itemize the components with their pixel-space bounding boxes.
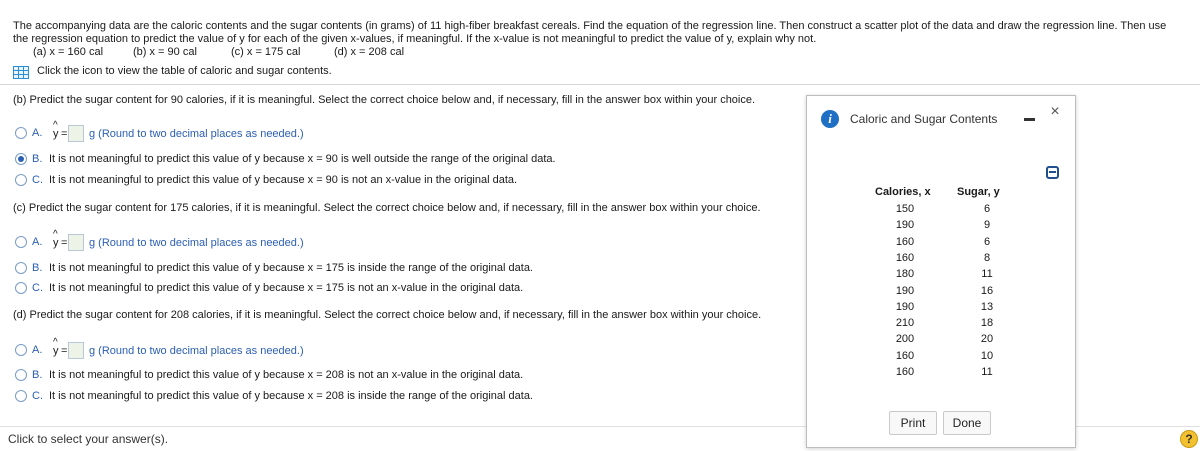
radio-button-selected[interactable] <box>15 153 27 165</box>
sugar-cell: 6 <box>983 235 991 248</box>
y-hat-symbol: ^ y = <box>53 120 68 140</box>
part-a-value: (a) x = 160 cal <box>33 46 104 58</box>
radio-button[interactable] <box>15 236 27 248</box>
choice-letter: C. <box>32 174 43 186</box>
radio-button[interactable] <box>15 369 27 381</box>
calories-cell: 190 <box>895 300 915 313</box>
radio-button[interactable] <box>15 344 27 356</box>
sugar-cell: 16 <box>980 284 994 297</box>
choice-letter: B. <box>32 262 43 274</box>
y-hat-symbol: ^ y = <box>53 337 68 357</box>
answer-input[interactable] <box>68 342 84 359</box>
table-link-text: Click the icon to view the table of caloric and sugar contents. <box>37 65 332 77</box>
sugar-cell: 11 <box>981 268 993 281</box>
choice-letter: C. <box>32 282 43 294</box>
print-button[interactable]: Print <box>889 411 937 435</box>
data-table-dialog <box>806 95 1076 448</box>
calories-cell: 160 <box>895 235 915 248</box>
answer-hint: g (Round to two decimal places as needed.) <box>89 237 304 249</box>
answer-hint: g (Round to two decimal places as needed.) <box>89 128 304 140</box>
radio-button[interactable] <box>15 127 27 139</box>
answer-hint: g (Round to two decimal places as needed.) <box>89 345 304 357</box>
choice-text: It is not meaningful to predict this value of y because x = 208 is not an x-value in the original data. <box>49 369 524 381</box>
question-c-prompt: (c) Predict the sugar content for 175 calories, if it is meaningful. Select the correct choice below and, if necessary, fill in the answer box within your choice. <box>13 202 761 214</box>
close-icon[interactable]: × <box>1050 103 1060 120</box>
calories-cell: 160 <box>895 366 915 378</box>
question-d-prompt: (d) Predict the sugar content for 208 calories, if it is meaningful. Select the correct choice below and, if necessary, fill in the answer box within your choice. <box>13 309 762 321</box>
calories-cell: 160 <box>895 349 915 362</box>
calories-cell: 150 <box>895 203 915 215</box>
sugar-cell: 10 <box>980 349 994 362</box>
calories-cell: 160 <box>895 251 915 264</box>
part-b-value: (b) x = 90 cal <box>133 46 197 58</box>
radio-button[interactable] <box>15 262 27 274</box>
choice-text: It is not meaningful to predict this value of y because x = 90 is well outside the range of the original data. <box>49 153 556 165</box>
part-d-value: (d) x = 208 cal <box>334 46 405 58</box>
table-grid-icon[interactable] <box>13 66 29 79</box>
sugar-cell: 8 <box>983 251 991 264</box>
column-header-calories: Calories, x <box>875 186 931 198</box>
y-hat-symbol: ^ y = <box>53 229 68 249</box>
radio-button[interactable] <box>15 174 27 186</box>
divider <box>0 84 1200 85</box>
calories-cell: 180 <box>895 268 915 281</box>
calories-cell: 210 <box>895 317 915 330</box>
sugar-cell: 11 <box>981 366 993 378</box>
question-b-prompt: (b) Predict the sugar content for 90 calories, if it is meaningful. Select the correct choice below and, if necessary, fill in the answer box within your choice. <box>13 94 756 106</box>
answer-input[interactable] <box>68 234 84 251</box>
calories-cell: 190 <box>895 284 915 297</box>
sugar-cell: 18 <box>980 317 994 330</box>
sugar-cell: 13 <box>980 300 994 313</box>
problem-statement: The accompanying data are the caloric contents and the sugar contents (in grams) of 11 high-fiber breakfast cereals. Find the equation of the regression line. Then construct a scatter plot of the data and draw the regression line. Then use the regression equation to predict the value of y for each of the given x-values, if meaningful. If the x-value is not meaningful to predict the value of y, explain why not. <box>13 20 1167 45</box>
choice-letter: B. <box>32 153 43 165</box>
sugar-cell: 9 <box>983 219 991 232</box>
column-header-sugar: Sugar, y <box>957 186 1000 198</box>
choice-letter: B. <box>32 369 43 381</box>
choice-text: It is not meaningful to predict this value of y because x = 90 is not an x-value in the original data. <box>49 174 518 186</box>
info-icon: i <box>821 110 839 128</box>
help-icon[interactable]: ? <box>1180 430 1198 448</box>
sugar-cell: 6 <box>983 203 991 215</box>
choice-letter: A. <box>32 127 43 139</box>
status-text: Click to select your answer(s). <box>8 432 169 446</box>
choice-text: It is not meaningful to predict this value of y because x = 175 is not an x-value in the original data. <box>49 282 524 294</box>
minimize-icon[interactable] <box>1024 114 1036 124</box>
part-c-value: (c) x = 175 cal <box>231 46 301 58</box>
copy-icon[interactable] <box>1046 166 1059 179</box>
calories-cell: 200 <box>895 333 915 346</box>
done-button[interactable]: Done <box>943 411 991 435</box>
choice-letter: A. <box>32 236 43 248</box>
choice-letter: A. <box>32 344 43 356</box>
calories-cell: 190 <box>895 219 915 232</box>
choice-letter: C. <box>32 390 43 402</box>
choice-text: It is not meaningful to predict this value of y because x = 208 is inside the range of the original data. <box>49 390 533 402</box>
answer-input[interactable] <box>68 125 84 142</box>
sugar-cell: 20 <box>980 333 994 346</box>
choice-text: It is not meaningful to predict this value of y because x = 175 is inside the range of the original data. <box>49 262 533 274</box>
radio-button[interactable] <box>15 282 27 294</box>
radio-button[interactable] <box>15 390 27 402</box>
dialog-title: Caloric and Sugar Contents <box>850 112 998 126</box>
